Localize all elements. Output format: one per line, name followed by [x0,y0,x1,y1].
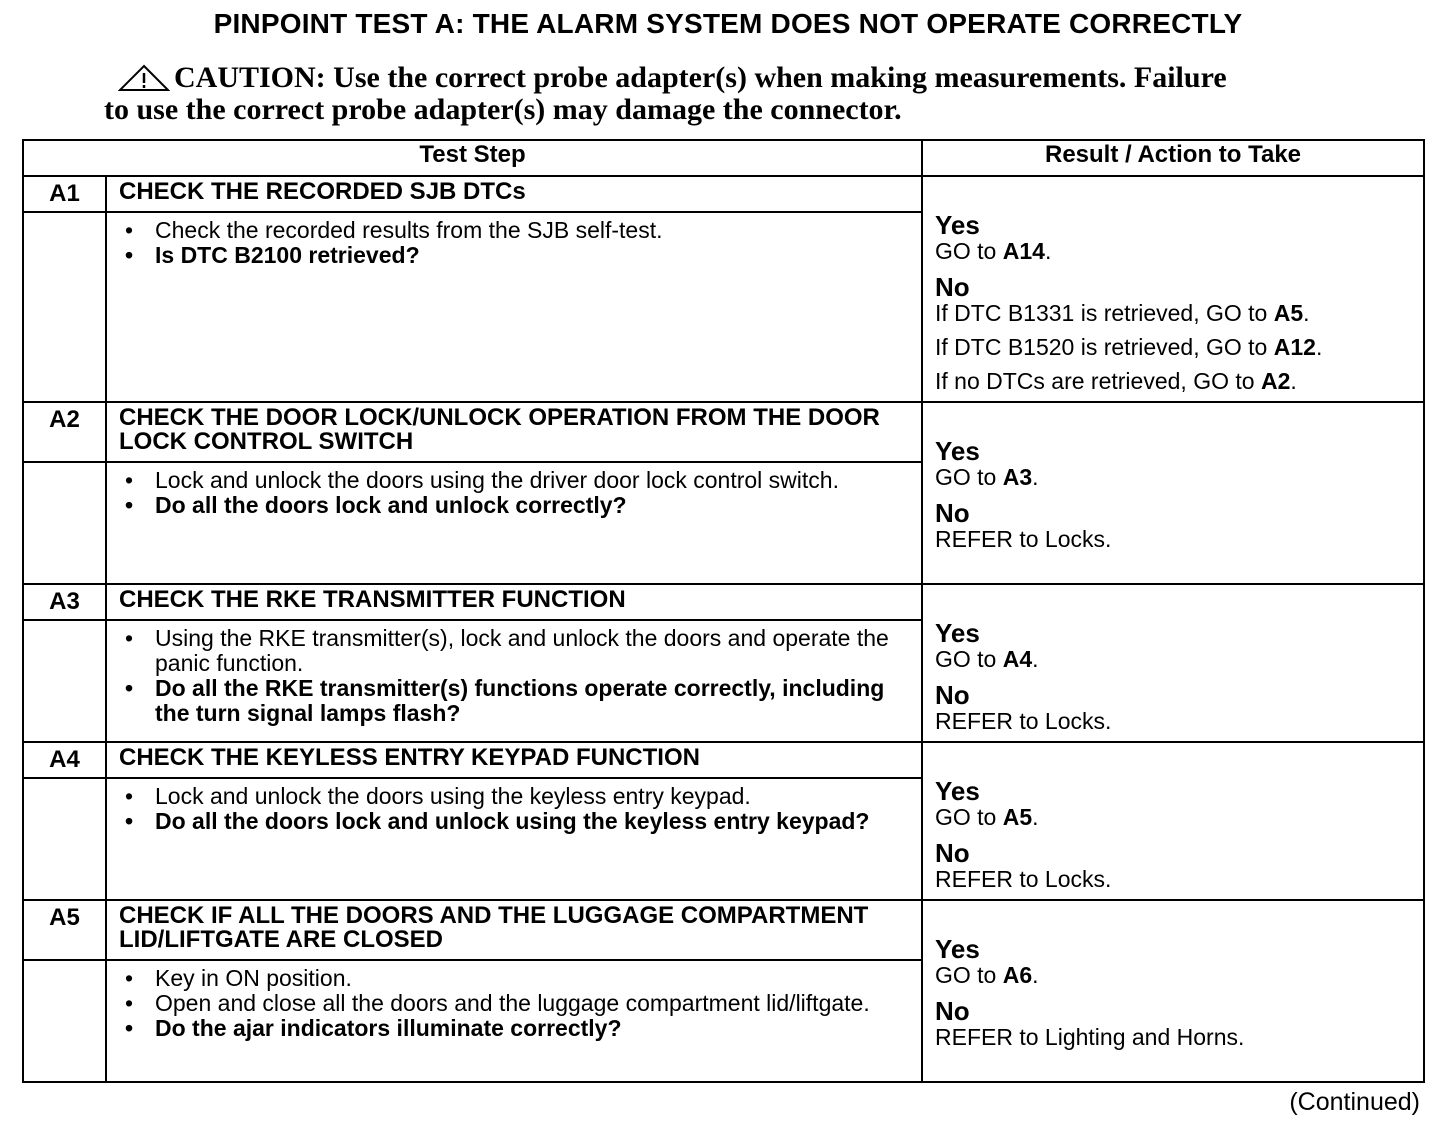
caution-text-line1: Use the correct probe adapter(s) when making measurements. Failure [333,61,1227,94]
no-step-ref: A12 [1273,334,1316,360]
column-header-result: Result / Action to Take [922,140,1424,176]
step-title: CHECK IF ALL THE DOORS AND THE LUGGAGE COMPARTMENT LID/LIFTGATE ARE CLOSED [106,900,922,960]
step-id-spacer [23,620,106,742]
yes-step-ref: A4 [1002,646,1033,672]
yes-action-text: GO to [935,238,1003,264]
result-yes-action: GO to A6. [935,962,1039,988]
result-action-cell [922,402,1424,584]
result-no-action: If DTC B1520 is retrieved, GO to A12. [935,334,1323,360]
caution-text-line2: to use the correct probe adapter(s) may damage the connector. [104,93,902,126]
result-no-label: No [935,498,970,528]
step-instruction: • Using the RKE transmitter(s), lock and unlock the doors and operate the panic function. [119,626,911,676]
step-question: • Do all the doors lock and unlock correctly? [119,493,911,518]
step-instruction: • Key in ON position. [119,966,911,991]
step-id-spacer [23,212,106,402]
warning-triangle-icon [118,64,170,92]
result-yes-label: Yes [935,436,980,466]
step-title: CHECK THE KEYLESS ENTRY KEYPAD FUNCTION [106,742,922,778]
result-action-cell [922,176,1424,402]
yes-action-text: GO to [935,646,1003,672]
yes-step-ref: A5 [1002,804,1033,830]
continued-note: (Continued) [1289,1088,1420,1116]
step-id: A2 [23,402,106,462]
step-id: A1 [23,176,106,212]
result-action-cell [922,584,1424,742]
result-action-cell [922,900,1424,1082]
yes-action-text: GO to [935,464,1003,490]
step-question: • Is DTC B2100 retrieved? [119,243,911,268]
result-yes-label: Yes [935,934,980,964]
step-instructions [106,212,922,402]
test-step-title-row [23,402,1424,462]
step-question: • Do all the RKE transmitter(s) functions operate correctly, including the turn signal lamps flash? [119,676,911,726]
step-instructions [106,960,922,1082]
yes-action-text: GO to [935,804,1003,830]
yes-action-text: GO to [935,962,1003,988]
caution-label: CAUTION: [174,61,326,94]
step-instructions [106,620,922,742]
no-step-ref: A2 [1260,368,1291,394]
step-title: CHECK THE RECORDED SJB DTCs [106,176,922,212]
step-instructions [106,778,922,900]
test-step-title-row [23,176,1424,212]
step-question: • Do all the doors lock and unlock using the keyless entry keypad? [119,809,911,834]
step-instruction: • Lock and unlock the doors using the keyless entry keypad. [119,784,911,809]
result-no-action: REFER to Lighting and Horns. [935,1024,1245,1050]
step-id-spacer [23,462,106,584]
no-action-text: If DTC B1331 is retrieved, GO to [935,300,1274,326]
result-no-action: REFER to Locks. [935,866,1112,892]
result-yes-action: GO to A5. [935,804,1039,830]
page-title: PINPOINT TEST A: THE ALARM SYSTEM DOES NOT OPERATE CORRECTLY [213,8,1243,39]
yes-step-ref: A6 [1002,962,1033,988]
result-no-label: No [935,838,970,868]
result-no-label: No [935,272,970,302]
result-no-action: REFER to Locks. [935,708,1112,734]
step-id-spacer [23,778,106,900]
yes-step-ref: A14 [1002,238,1045,264]
test-step-title-row [23,742,1424,778]
no-step-ref: A5 [1273,300,1304,326]
result-yes-label: Yes [935,618,980,648]
column-header-test-step: Test Step [23,140,922,176]
step-instruction: • Lock and unlock the doors using the driver door lock control switch. [119,468,911,493]
no-action-text: If DTC B1520 is retrieved, GO to [935,334,1274,360]
step-instruction: • Check the recorded results from the SJB self-test. [119,218,911,243]
result-no-action: If no DTCs are retrieved, GO to A2. [935,368,1297,394]
test-step-title-row [23,900,1424,960]
step-id: A4 [23,742,106,778]
result-no-label: No [935,996,970,1026]
step-instructions [106,462,922,584]
yes-step-ref: A3 [1002,464,1033,490]
step-question: • Do the ajar indicators illuminate correctly? [119,1016,911,1041]
result-no-action: If DTC B1331 is retrieved, GO to A5. [935,300,1310,326]
result-yes-label: Yes [935,210,980,240]
step-instruction: • Open and close all the doors and the luggage compartment lid/liftgate. [119,991,911,1016]
step-id: A5 [23,900,106,960]
step-id-spacer [23,960,106,1082]
result-action-cell [922,742,1424,900]
result-no-label: No [935,680,970,710]
result-yes-action: GO to A14. [935,238,1052,264]
result-yes-action: GO to A3. [935,464,1039,490]
caution-notice [104,62,1364,126]
no-action-text: If no DTCs are retrieved, GO to [935,368,1261,394]
result-yes-label: Yes [935,776,980,806]
step-title: CHECK THE DOOR LOCK/UNLOCK OPERATION FROM THE DOOR LOCK CONTROL SWITCH [106,402,922,462]
step-title: CHECK THE RKE TRANSMITTER FUNCTION [106,584,922,620]
pinpoint-test-table [22,139,1425,1083]
result-no-action: REFER to Locks. [935,526,1112,552]
test-step-title-row [23,584,1424,620]
result-yes-action: GO to A4. [935,646,1039,672]
step-id: A3 [23,584,106,620]
